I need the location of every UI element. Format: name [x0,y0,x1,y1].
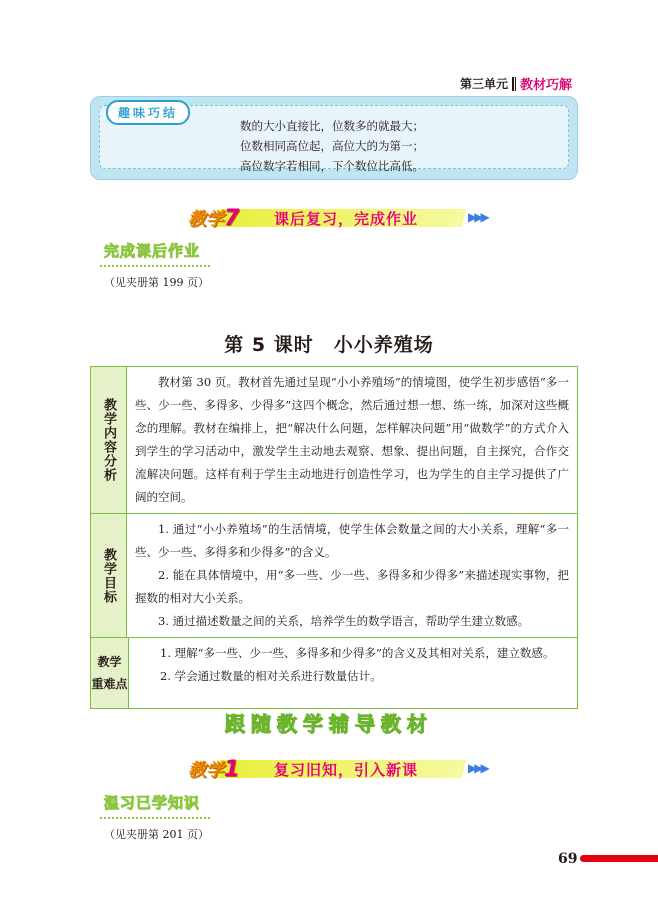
homework-heading: 完成课后作业 [104,240,200,261]
keys-label [91,638,129,708]
analysis-label: 教学内容分析 [91,367,127,513]
goal-item: 3. 通过描述数量之间的关系，培养学生的数学语言，帮助学生建立数感。 [158,614,530,628]
table-row-keys [91,638,577,708]
unit-label: 第三单元 [459,77,508,91]
tip-line: 位数相同高位起，高位大的为第一； [240,139,424,153]
brand-label: 教材巧解 [519,78,572,93]
goals-body [127,514,577,637]
section-number: 7 [224,206,240,231]
fun-tip-badge: 趣味巧结 [106,100,190,125]
header-divider [512,77,516,91]
tip-line: 高位数字若相同，下个数位比高低。 [240,159,424,173]
page-stripe [580,855,658,862]
fun-tip-inner [99,105,569,173]
goal-item: 1. 通过“小小养殖场”的生活情境，使学生体会数量之间的大小关系，理解“多一些、少一些、多得多和少得多”的含义。 [135,522,569,559]
page-number: 69 [558,851,578,867]
analysis-text: 教材第 30 页。教材首先通过呈现“小小养殖场”的情境图，使学生初步感悟“多一些、少一些、多得多、少得多”这四个概念，然后通过想一想、练一练，加深对这些概念的理解。教材在编排上，把“解决什么问题，怎样解决问题”用“做数学”的方式介入到学生的学习活动中，激发学生主动地去观察、想象、提出问题，自主探究，合作交流解决问题。这样有利于学生主动地进行创造性学习，也为学生的自主学习提供了广阔的空间。 [135,375,569,504]
heading-underline [100,816,210,819]
key-item: 1. 理解“多一些、少一些、多得多和少得多”的含义及其相对关系，建立数感。 [160,646,555,660]
section-7-banner [188,207,488,229]
arrows-icon: ▶▶▶ [468,761,487,775]
goals-label: 教学目标 [91,514,127,637]
keys-label-line: 教学 [97,655,122,669]
goal-item: 2. 能在具体情境中，用“多一些、少一些、多得多和少得多”来描述现实事物，把握数的相对大小关系。 [135,568,569,605]
analysis-body [127,367,577,513]
fun-tip-box [90,96,578,180]
review-heading: 温习已学知识 [104,792,200,813]
section-tag: 教学7 [188,206,240,231]
fun-tip-lines [240,116,424,176]
section-title: 课后复习，完成作业 [274,210,419,228]
unit-header [460,74,572,93]
section-1-banner [188,758,488,780]
keys-body [129,638,577,708]
key-item: 2. 学会通过数量的相对关系进行数量估计。 [160,669,382,683]
heading-underline [100,264,210,267]
tip-line: 数的大小直接比，位数多的就最大； [240,119,424,133]
arrows-icon: ▶▶▶ [468,210,487,224]
section-number: 1 [224,757,240,782]
section-title: 复习旧知，引入新课 [274,761,419,779]
lesson-table [90,366,578,709]
keys-label-line: 重难点 [91,677,128,691]
follow-textbook-banner: 跟随教学辅导教材 [225,712,433,736]
lesson-title: 第 5 课时 小小养殖场 [224,334,434,356]
section-tag: 教学1 [188,757,240,782]
table-row-analysis [91,367,577,514]
table-row-goals [91,514,577,638]
homework-ref: （见夹册第 199 页） [104,276,209,289]
review-ref: （见夹册第 201 页） [104,828,209,841]
